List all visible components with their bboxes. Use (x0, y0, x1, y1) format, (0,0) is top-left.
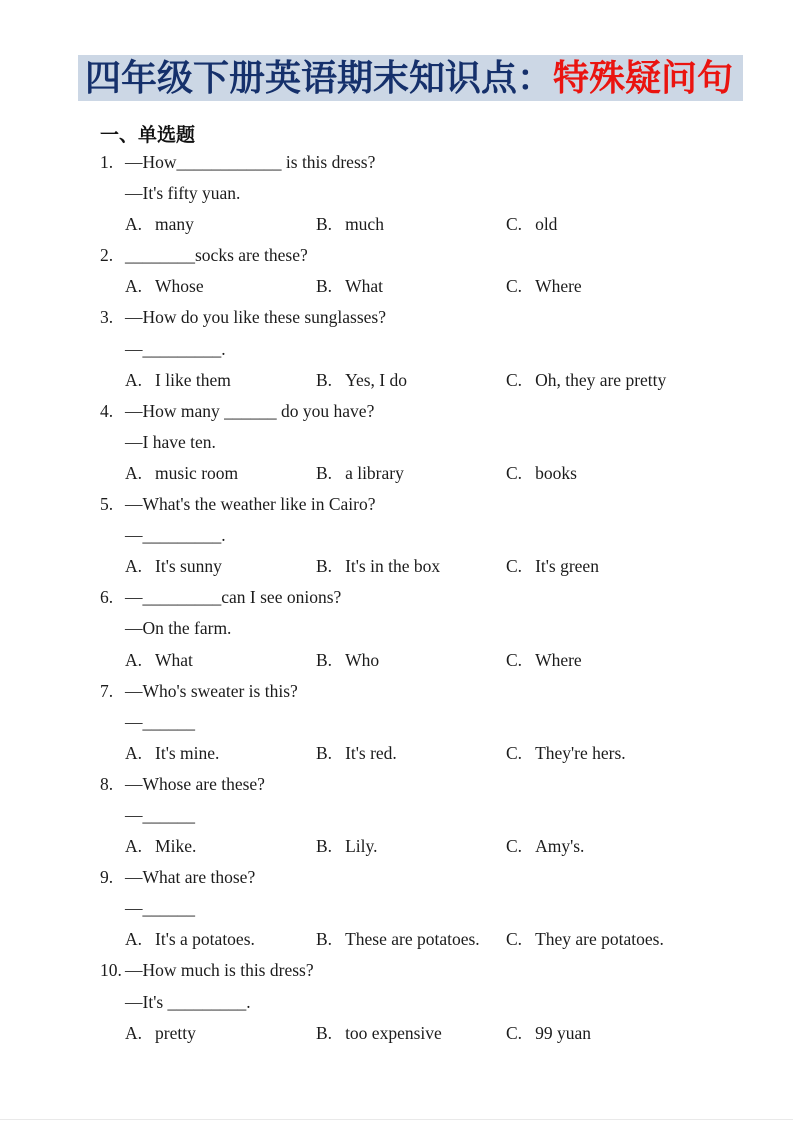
question-text: —How do you like these sunglasses? (125, 307, 387, 328)
option-c-label: C. (506, 1022, 523, 1043)
question-10 (100, 955, 768, 1048)
question-line (100, 147, 768, 178)
option-b-text: These are potatoes. (345, 929, 480, 950)
option-a-text: It's sunny (155, 556, 222, 577)
question-reply: —It's _________. (125, 991, 251, 1012)
question-reply: —On the farm. (125, 618, 232, 639)
options-row (100, 738, 768, 769)
question-number: 4. (100, 400, 114, 421)
option-c-label: C. (506, 556, 523, 577)
option-a-text: I like them (155, 369, 231, 390)
question-number: 10. (100, 960, 122, 981)
option-c-text: old (535, 214, 558, 235)
question-line (100, 396, 768, 427)
question-number: 7. (100, 680, 114, 701)
question-9 (100, 862, 768, 955)
option-b-text: Who (345, 649, 380, 670)
option-a-text: Whose (155, 276, 204, 297)
question-number: 3. (100, 307, 114, 328)
question-line (100, 769, 768, 800)
options-row (100, 458, 768, 489)
option-c-label: C. (506, 369, 523, 390)
option-c-label: C. (506, 742, 523, 763)
option-c-label: C. (506, 214, 523, 235)
question-line (100, 862, 768, 893)
options-row (100, 831, 768, 862)
option-a-label: A. (125, 276, 143, 297)
option-c (506, 1018, 768, 1049)
option-a-label: A. (125, 742, 143, 763)
option-b-text: Yes, I do (345, 369, 407, 390)
question-reply: —_________. (125, 338, 226, 359)
option-b-text: too expensive (345, 1022, 442, 1043)
option-c (506, 551, 768, 582)
question-line (100, 582, 768, 613)
option-b (316, 1018, 506, 1049)
option-b-text: It's red. (345, 742, 397, 763)
question-6 (100, 582, 768, 675)
option-c-label: C. (506, 462, 523, 483)
question-5 (100, 489, 768, 582)
option-c-text: They're hers. (535, 742, 626, 763)
question-number: 9. (100, 867, 114, 888)
option-b (316, 924, 506, 955)
question-line (100, 955, 768, 986)
option-a-text: many (155, 214, 194, 235)
option-a-label: A. (125, 836, 143, 857)
option-b (316, 271, 506, 302)
page-bottom-edge (0, 1119, 793, 1120)
question-8 (100, 769, 768, 862)
option-b-text: a library (345, 462, 404, 483)
option-a (125, 271, 316, 302)
option-c (506, 738, 768, 769)
option-c (506, 924, 768, 955)
option-b-label: B. (316, 742, 333, 763)
question-number: 6. (100, 587, 114, 608)
options-row (100, 271, 768, 302)
option-b (316, 645, 506, 676)
options-row (100, 365, 768, 396)
options-row (100, 209, 768, 240)
option-b (316, 365, 506, 396)
option-b-label: B. (316, 462, 333, 483)
options-row (100, 924, 768, 955)
title-main-text: 四年级下册英语期末知识点： (85, 57, 554, 98)
option-b (316, 831, 506, 862)
option-a (125, 924, 316, 955)
option-a-label: A. (125, 462, 143, 483)
option-c-text: Amy's. (535, 836, 585, 857)
option-c-label: C. (506, 276, 523, 297)
option-b-text: What (345, 276, 383, 297)
option-b-label: B. (316, 929, 333, 950)
options-row (100, 551, 768, 582)
option-a-label: A. (125, 649, 143, 670)
option-b (316, 458, 506, 489)
option-a-text: music room (155, 462, 239, 483)
title-highlight-text: 特殊疑问句 (553, 57, 734, 98)
option-c-text: books (535, 462, 577, 483)
option-c (506, 645, 768, 676)
question-text: —Whose are these? (125, 773, 265, 794)
question-line (100, 240, 768, 271)
option-b-text: Lily. (345, 836, 378, 857)
option-a-text: It's a potatoes. (155, 929, 255, 950)
question-number: 8. (100, 773, 114, 794)
section-heading: 一、单选题 (100, 125, 196, 146)
option-a (125, 1018, 316, 1049)
option-c (506, 209, 768, 240)
option-c-text: Where (535, 276, 582, 297)
question-1 (100, 147, 768, 240)
question-reply: —______ (125, 898, 195, 919)
option-a-text: It's mine. (155, 742, 220, 763)
option-a-label: A. (125, 1022, 143, 1043)
option-b-label: B. (316, 214, 333, 235)
option-b-label: B. (316, 649, 333, 670)
question-4 (100, 396, 768, 489)
option-c-text: They are potatoes. (535, 929, 664, 950)
question-reply: —I have ten. (125, 431, 216, 452)
question-reply: —______ (125, 804, 195, 825)
option-a (125, 209, 316, 240)
option-c-text: Where (535, 649, 582, 670)
option-a-label: A. (125, 929, 143, 950)
question-line (100, 302, 768, 333)
question-reply: —_________. (125, 525, 226, 546)
option-c-text: 99 yuan (535, 1022, 591, 1043)
question-reply: —It's fifty yuan. (125, 183, 241, 204)
option-b-label: B. (316, 1022, 333, 1043)
option-a (125, 831, 316, 862)
option-c-label: C. (506, 836, 523, 857)
option-a (125, 458, 316, 489)
question-number: 5. (100, 494, 114, 515)
question-text: —How____________ is this dress? (125, 152, 376, 172)
option-b-label: B. (316, 556, 333, 577)
option-a-text: pretty (155, 1022, 196, 1043)
option-b-label: B. (316, 836, 333, 857)
option-c (506, 271, 768, 302)
question-3 (100, 302, 768, 395)
option-c (506, 831, 768, 862)
question-7 (100, 676, 768, 769)
question-2 (100, 240, 768, 302)
option-c-text: It's green (535, 556, 599, 577)
option-c-text: Oh, they are pretty (535, 369, 667, 390)
question-line (100, 676, 768, 707)
option-b-text: It's in the box (345, 556, 441, 577)
option-c (506, 458, 768, 489)
option-a (125, 365, 316, 396)
option-b (316, 738, 506, 769)
option-b-label: B. (316, 276, 333, 297)
option-b-label: B. (316, 369, 333, 390)
question-text: —Who's sweater is this? (125, 680, 298, 701)
question-text: —What are those? (125, 867, 256, 888)
option-a-text: Mike. (155, 836, 197, 857)
options-row (100, 645, 768, 676)
question-line (100, 489, 768, 520)
question-text: ________socks are these? (125, 245, 308, 266)
option-a (125, 738, 316, 769)
question-text: —_________can I see onions? (125, 587, 342, 608)
option-b-text: much (345, 214, 384, 235)
option-b (316, 209, 506, 240)
option-a-text: What (155, 649, 193, 670)
question-number: 2. (100, 245, 114, 266)
option-c-label: C. (506, 929, 523, 950)
option-c-label: C. (506, 649, 523, 670)
options-row (100, 1018, 768, 1049)
question-text: —What's the weather like in Cairo? (125, 494, 376, 515)
page-title (78, 55, 743, 101)
question-reply: —______ (125, 711, 195, 732)
option-c (506, 365, 768, 396)
option-a-label: A. (125, 369, 143, 390)
option-a-label: A. (125, 556, 143, 577)
question-text: —How many ______ do you have? (125, 400, 375, 421)
option-a (125, 551, 316, 582)
option-a (125, 645, 316, 676)
question-list (100, 147, 768, 1049)
question-text: —How much is this dress? (125, 960, 314, 981)
option-a-label: A. (125, 214, 143, 235)
question-number: 1. (100, 152, 114, 172)
option-b (316, 551, 506, 582)
